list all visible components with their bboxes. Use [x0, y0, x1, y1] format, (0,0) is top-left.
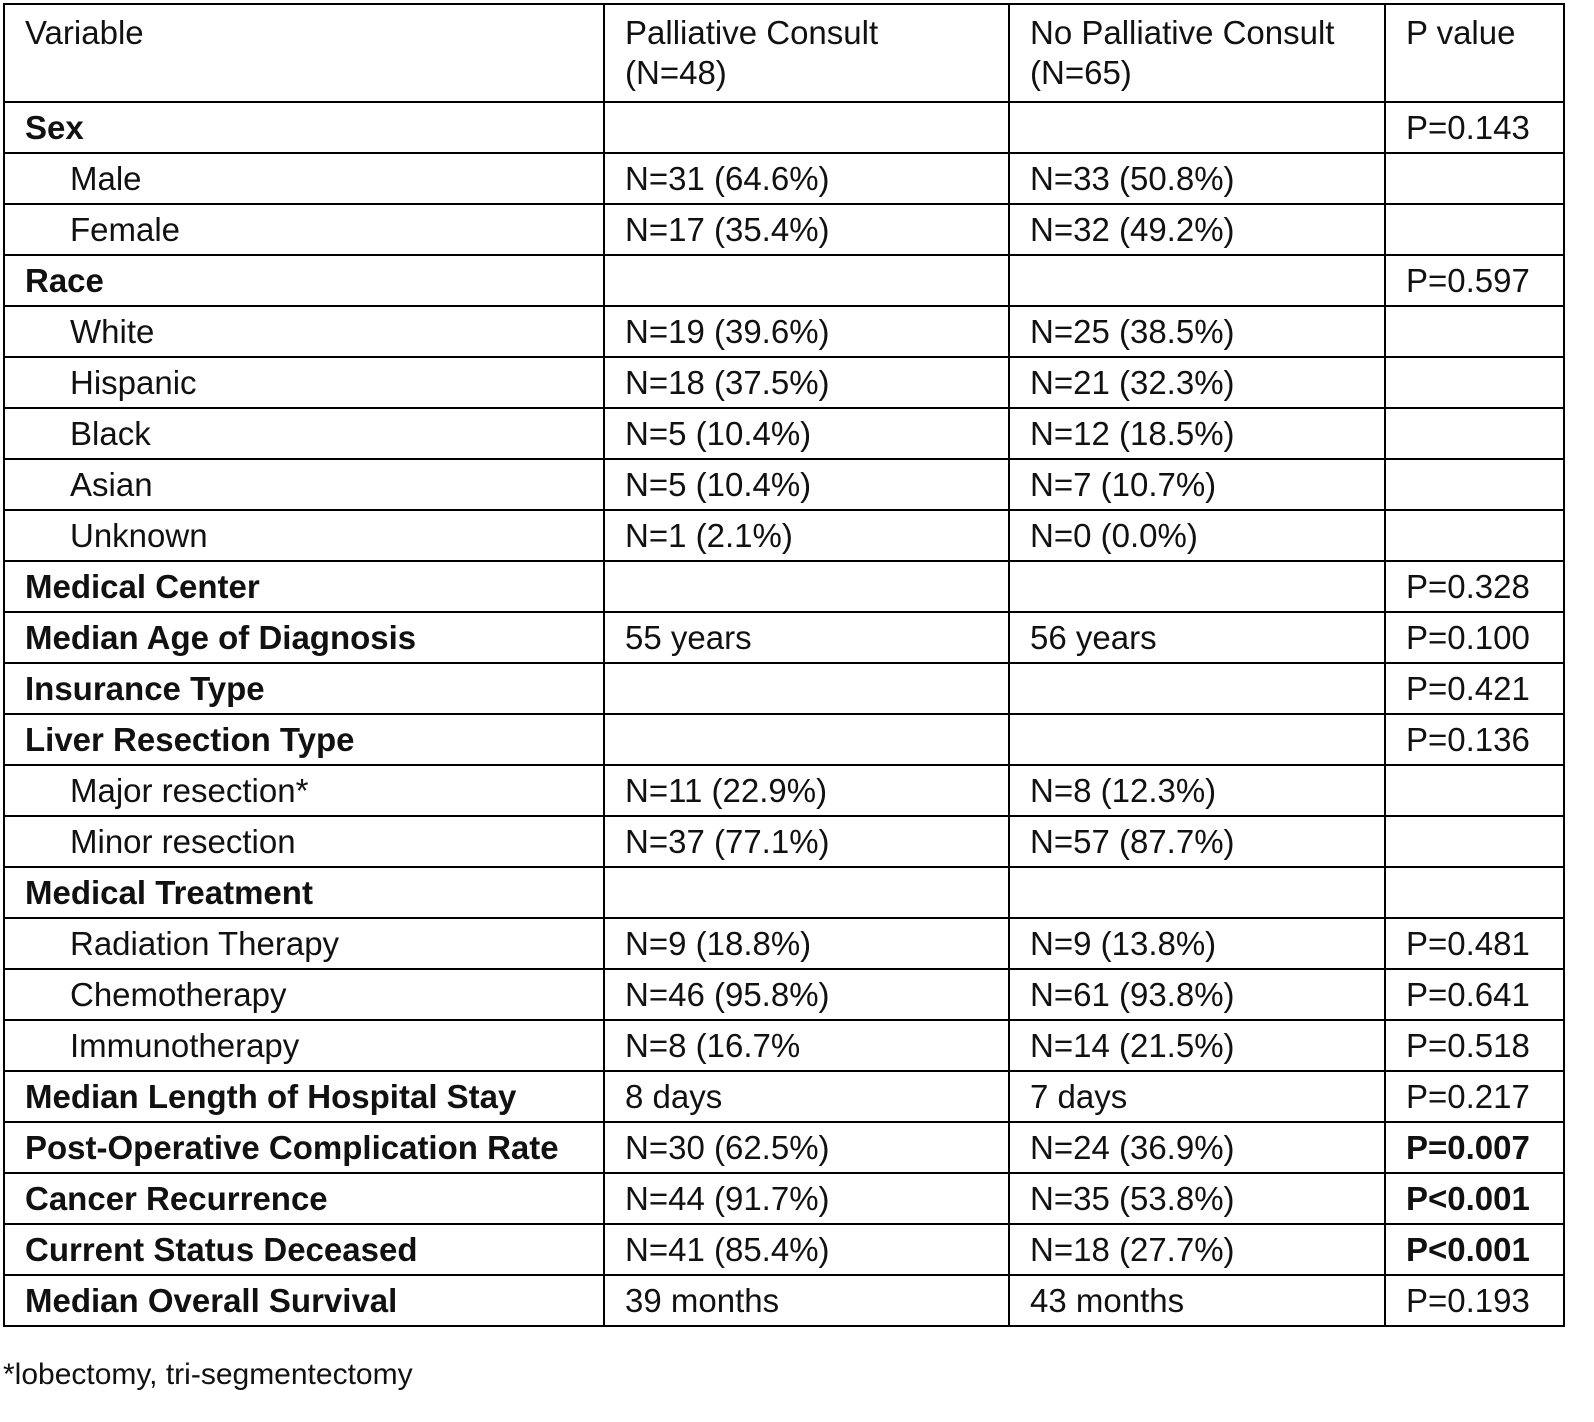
- palliative-cell: [604, 102, 1009, 153]
- palliative-cell: [604, 255, 1009, 306]
- table-row: [4, 102, 1564, 153]
- p-value-cell: [1385, 510, 1564, 561]
- table-row: [4, 255, 1564, 306]
- p-value-cell: [1385, 459, 1564, 510]
- header-palliative: [604, 4, 1009, 102]
- variable-cell: Cancer Recurrence: [4, 1173, 604, 1224]
- p-value-cell: [1385, 867, 1564, 918]
- no-palliative-cell: N=14 (21.5%): [1009, 1020, 1385, 1071]
- variable-cell: Median Age of Diagnosis: [4, 612, 604, 663]
- table-row: [4, 765, 1564, 816]
- table-row: [4, 561, 1564, 612]
- table-row: [4, 714, 1564, 765]
- p-value-cell: P=0.100: [1385, 612, 1564, 663]
- table-row: [4, 459, 1564, 510]
- header-variable-label: Variable: [25, 14, 144, 51]
- variable-cell: Medical Treatment: [4, 867, 604, 918]
- no-palliative-cell: N=32 (49.2%): [1009, 204, 1385, 255]
- table-row: [4, 867, 1564, 918]
- no-palliative-cell: [1009, 714, 1385, 765]
- p-value-cell: P=0.193: [1385, 1275, 1564, 1326]
- no-palliative-cell: N=25 (38.5%): [1009, 306, 1385, 357]
- palliative-cell: N=41 (85.4%): [604, 1224, 1009, 1275]
- p-value-cell: P<0.001: [1385, 1173, 1564, 1224]
- table-row: [4, 1020, 1564, 1071]
- table-header-row: [4, 4, 1564, 102]
- palliative-cell: N=46 (95.8%): [604, 969, 1009, 1020]
- table-row: [4, 204, 1564, 255]
- variable-cell: Unknown: [4, 510, 604, 561]
- p-value-cell: [1385, 204, 1564, 255]
- variable-cell: Asian: [4, 459, 604, 510]
- p-value-cell: P=0.143: [1385, 102, 1564, 153]
- palliative-cell: [604, 663, 1009, 714]
- variable-cell: Chemotherapy: [4, 969, 604, 1020]
- p-value-cell: P=0.007: [1385, 1122, 1564, 1173]
- no-palliative-cell: N=18 (27.7%): [1009, 1224, 1385, 1275]
- table-row: [4, 1122, 1564, 1173]
- table-row: [4, 1071, 1564, 1122]
- no-palliative-cell: [1009, 867, 1385, 918]
- variable-cell: White: [4, 306, 604, 357]
- variable-cell: Current Status Deceased: [4, 1224, 604, 1275]
- p-value-cell: P=0.597: [1385, 255, 1564, 306]
- no-palliative-cell: N=24 (36.9%): [1009, 1122, 1385, 1173]
- variable-cell: Female: [4, 204, 604, 255]
- header-no-palliative-label: No Palliative Consult: [1030, 14, 1335, 51]
- p-value-cell: [1385, 765, 1564, 816]
- table-row: [4, 408, 1564, 459]
- no-palliative-cell: [1009, 561, 1385, 612]
- p-value-cell: P=0.328: [1385, 561, 1564, 612]
- no-palliative-cell: [1009, 102, 1385, 153]
- comparison-table: [3, 3, 1565, 1327]
- table-body: [4, 4, 1564, 1326]
- palliative-cell: [604, 561, 1009, 612]
- variable-cell: Median Length of Hospital Stay: [4, 1071, 604, 1122]
- variable-cell: Minor resection: [4, 816, 604, 867]
- table-row: [4, 1275, 1564, 1326]
- variable-cell: Liver Resection Type: [4, 714, 604, 765]
- palliative-cell: N=18 (37.5%): [604, 357, 1009, 408]
- table-row: [4, 1224, 1564, 1275]
- variable-cell: Sex: [4, 102, 604, 153]
- p-value-cell: P=0.641: [1385, 969, 1564, 1020]
- variable-cell: Hispanic: [4, 357, 604, 408]
- table-row: [4, 969, 1564, 1020]
- no-palliative-cell: [1009, 255, 1385, 306]
- no-palliative-cell: 7 days: [1009, 1071, 1385, 1122]
- table-row: [4, 1173, 1564, 1224]
- p-value-cell: P=0.421: [1385, 663, 1564, 714]
- palliative-cell: N=1 (2.1%): [604, 510, 1009, 561]
- table-row: [4, 153, 1564, 204]
- no-palliative-cell: N=8 (12.3%): [1009, 765, 1385, 816]
- palliative-cell: N=44 (91.7%): [604, 1173, 1009, 1224]
- p-value-cell: [1385, 153, 1564, 204]
- no-palliative-cell: N=9 (13.8%): [1009, 918, 1385, 969]
- palliative-cell: N=8 (16.7%: [604, 1020, 1009, 1071]
- no-palliative-cell: N=12 (18.5%): [1009, 408, 1385, 459]
- palliative-cell: N=9 (18.8%): [604, 918, 1009, 969]
- table-row: [4, 612, 1564, 663]
- variable-cell: Male: [4, 153, 604, 204]
- header-variable: [4, 4, 604, 102]
- no-palliative-cell: 43 months: [1009, 1275, 1385, 1326]
- footnote: *lobectomy, tri-segmentectomy: [3, 1358, 413, 1391]
- header-no-palliative-count: (N=65): [1030, 54, 1132, 91]
- header-palliative-count: (N=48): [625, 54, 727, 91]
- p-value-cell: [1385, 408, 1564, 459]
- palliative-cell: [604, 867, 1009, 918]
- no-palliative-cell: N=61 (93.8%): [1009, 969, 1385, 1020]
- no-palliative-cell: [1009, 663, 1385, 714]
- header-palliative-label: Palliative Consult: [625, 14, 879, 51]
- variable-cell: Insurance Type: [4, 663, 604, 714]
- p-value-cell: [1385, 306, 1564, 357]
- no-palliative-cell: N=7 (10.7%): [1009, 459, 1385, 510]
- p-value-cell: [1385, 816, 1564, 867]
- palliative-cell: N=5 (10.4%): [604, 459, 1009, 510]
- table-row: [4, 663, 1564, 714]
- palliative-cell: N=19 (39.6%): [604, 306, 1009, 357]
- palliative-cell: 8 days: [604, 1071, 1009, 1122]
- palliative-cell: N=11 (22.9%): [604, 765, 1009, 816]
- variable-cell: Major resection*: [4, 765, 604, 816]
- table-row: [4, 510, 1564, 561]
- variable-cell: Post-Operative Complication Rate: [4, 1122, 604, 1173]
- no-palliative-cell: N=35 (53.8%): [1009, 1173, 1385, 1224]
- table-row: [4, 918, 1564, 969]
- palliative-cell: N=37 (77.1%): [604, 816, 1009, 867]
- variable-cell: Race: [4, 255, 604, 306]
- palliative-cell: [604, 714, 1009, 765]
- table-row: [4, 816, 1564, 867]
- p-value-cell: P=0.217: [1385, 1071, 1564, 1122]
- p-value-cell: P=0.481: [1385, 918, 1564, 969]
- palliative-cell: N=17 (35.4%): [604, 204, 1009, 255]
- header-p-value: [1385, 4, 1564, 102]
- no-palliative-cell: 56 years: [1009, 612, 1385, 663]
- header-p-value-label: P value: [1406, 14, 1516, 51]
- variable-cell: Median Overall Survival: [4, 1275, 604, 1326]
- palliative-cell: N=30 (62.5%): [604, 1122, 1009, 1173]
- palliative-cell: 39 months: [604, 1275, 1009, 1326]
- no-palliative-cell: N=0 (0.0%): [1009, 510, 1385, 561]
- palliative-cell: N=31 (64.6%): [604, 153, 1009, 204]
- p-value-cell: P=0.136: [1385, 714, 1564, 765]
- table-row: [4, 357, 1564, 408]
- p-value-cell: [1385, 357, 1564, 408]
- no-palliative-cell: N=33 (50.8%): [1009, 153, 1385, 204]
- no-palliative-cell: N=57 (87.7%): [1009, 816, 1385, 867]
- variable-cell: Medical Center: [4, 561, 604, 612]
- palliative-cell: 55 years: [604, 612, 1009, 663]
- p-value-cell: P=0.518: [1385, 1020, 1564, 1071]
- palliative-cell: N=5 (10.4%): [604, 408, 1009, 459]
- variable-cell: Black: [4, 408, 604, 459]
- p-value-cell: P<0.001: [1385, 1224, 1564, 1275]
- variable-cell: Immunotherapy: [4, 1020, 604, 1071]
- table-row: [4, 306, 1564, 357]
- header-no-palliative: [1009, 4, 1385, 102]
- no-palliative-cell: N=21 (32.3%): [1009, 357, 1385, 408]
- variable-cell: Radiation Therapy: [4, 918, 604, 969]
